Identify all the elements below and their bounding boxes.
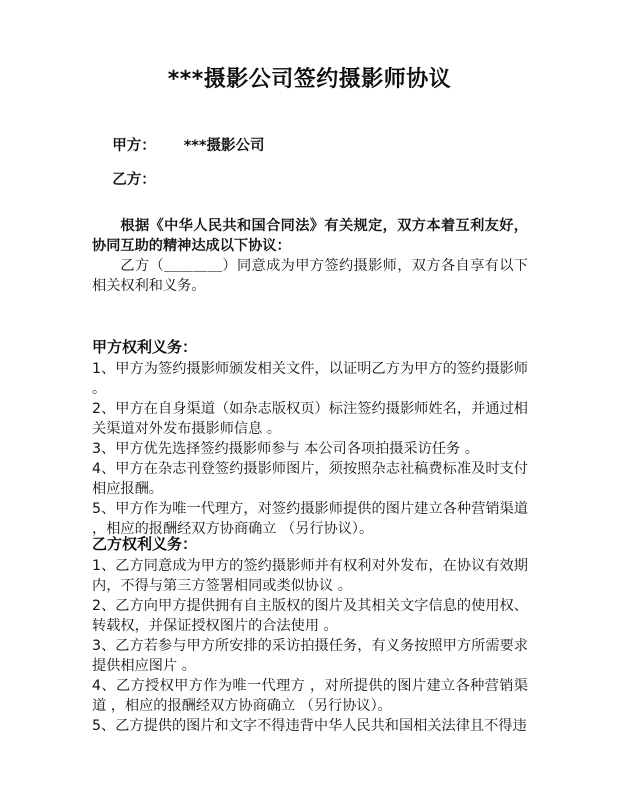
- clause-item: 3、甲方优先选择签约摄影师参与 本公司各项拍摄采访任务 。: [92, 441, 479, 457]
- party-a-label: 甲方：: [112, 138, 156, 154]
- section-party-b-heading: 乙方权利义务：: [92, 535, 198, 553]
- party-a-value: ***摄影公司: [183, 138, 265, 154]
- section-party-b-clause-list: [92, 556, 528, 736]
- document-title: ***摄影公司签约摄影师协议: [167, 67, 452, 92]
- section-party-a-clause-list: [92, 359, 528, 539]
- clause-item: 2、甲方在自身渠道（如杂志版权页）标注签约摄影师姓名，并通过相关渠道对外发布摄影师信息 。: [92, 401, 528, 437]
- clause-item: 1、甲方为签约摄影师颁发相关文件，以证明乙方为甲方的签约摄影师 。: [92, 361, 528, 397]
- clause-item: 3、乙方若参与甲方所安排的采访拍摄任务，有义务按照甲方所需要求提供相应图片 。: [92, 638, 528, 674]
- section-party-a-rights: [92, 336, 528, 539]
- section-party-a-heading: 甲方权利义务：: [92, 338, 198, 356]
- preamble-block: [92, 216, 528, 296]
- clause-item: 1、乙方同意成为甲方的签约摄影师并有权利对外发布，在协议有效期内，不得与第三方签署相同或类似协议 。: [92, 558, 528, 594]
- preamble-paragraph-2: 乙方（＿＿＿＿）同意成为甲方签约摄影师，双方各自享有以下相关权利和义务。: [92, 258, 528, 294]
- clause-item: 2、乙方向甲方提供拥有自主版权的图片及其相关文字信息的使用权、转载权，并保证授权图片的合法使用 。: [92, 598, 528, 634]
- clause-item: 4、乙方授权甲方作为唯一代理方 ，对所提供的图片建立各种营销渠道 ，相应的报酬经双方协商确立 （另行协议）。: [92, 678, 528, 714]
- party-b-line: [92, 150, 184, 210]
- clause-item: 5、乙方提供的图片和文字不得违背中华人民共和国相关法律且不得违: [92, 718, 527, 734]
- clause-item: 4、甲方在杂志刊登签约摄影师图片，须按照杂志社稿费标准及时支付相应报酬。: [92, 461, 528, 497]
- preamble-paragraph-1: 根据《中华人民共和国合同法》有关规定，双方本着互利友好，协同互助的精神达成以下协议：: [92, 218, 528, 254]
- section-party-b-rights: [92, 533, 528, 736]
- clause-item: 5、甲方作为唯一代理方，对签约摄影师提供的图片建立各种营销渠道 ，相应的报酬经双方协商确立 （另行协议）。: [92, 501, 528, 537]
- party-b-label: 乙方：: [112, 172, 156, 188]
